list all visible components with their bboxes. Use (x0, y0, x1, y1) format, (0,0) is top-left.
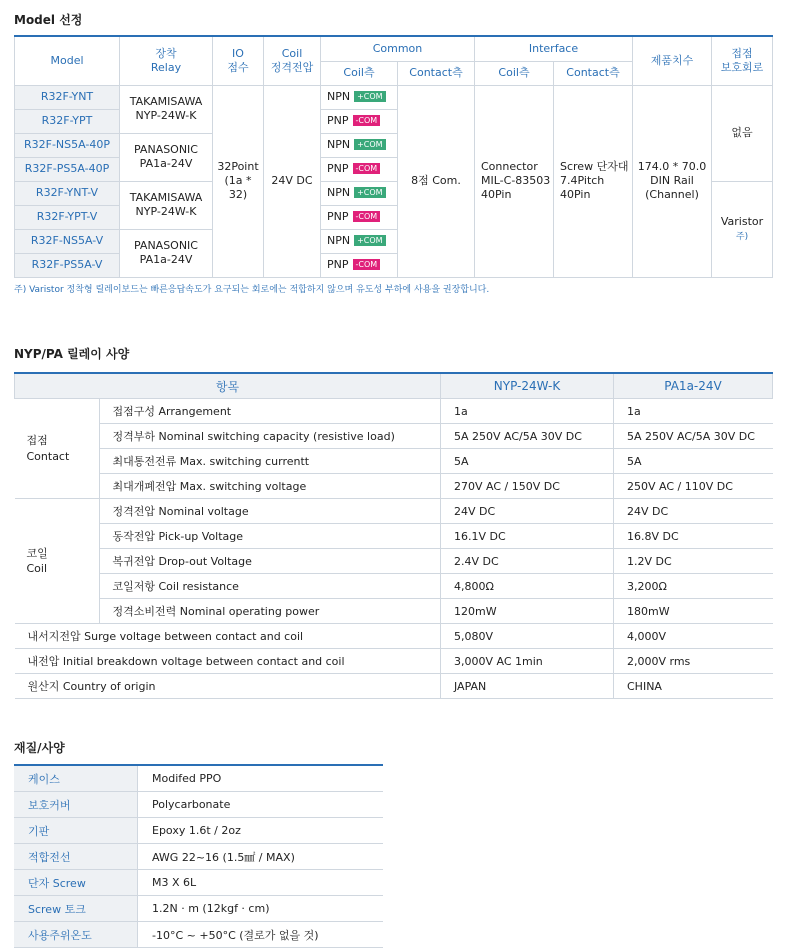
material-row (14, 765, 383, 792)
spec-label: 접점구성 Arrangement (99, 399, 441, 424)
common-coil-cell: PNP -COM (321, 205, 398, 229)
header-common-coil: Coil측 (321, 61, 398, 85)
common-coil-cell: PNP -COM (321, 253, 398, 277)
com-badge: +COM (354, 187, 386, 198)
spec-value-nyp: 4,800Ω (441, 574, 614, 599)
material-value: Modifed PPO (138, 765, 384, 792)
material-section-title: 재질/사양 (14, 741, 65, 755)
material-key: 사용주위온도 (14, 922, 138, 948)
spec-value-nyp: 3,000V AC 1min (441, 649, 614, 674)
protect-varistor-cell: Varistor 주) (712, 181, 773, 277)
material-key: 기판 (14, 818, 138, 844)
spec-label: 복귀전압 Drop-out Voltage (99, 549, 441, 574)
spec-value-pa: 3,200Ω (614, 574, 773, 599)
size-cell: 174.0 * 70.0 DIN Rail (Channel) (633, 85, 712, 277)
spec-value-pa: 1a (614, 399, 773, 424)
varistor-note: 주) (735, 231, 749, 242)
spec-table (14, 372, 773, 699)
spec-value-pa: 250V AC / 110V DC (614, 474, 773, 499)
spec-label: 동작전압 Pick-up Voltage (99, 524, 441, 549)
header-interface-coil: Coil측 (475, 61, 554, 85)
spec-value-nyp: 5A (441, 449, 614, 474)
contact-group-label: 접점 Contact (15, 399, 100, 499)
model-section-title: Model 선정 (14, 13, 83, 27)
spec-value-pa: 5A (614, 449, 773, 474)
com-badge: +COM (354, 139, 386, 150)
material-table (14, 764, 383, 948)
spec-value-nyp: 120mW (441, 599, 614, 624)
spec-value-nyp: 1a (441, 399, 614, 424)
contact-common-cell: 8점 Com. (398, 85, 475, 277)
spec-label: 내전압 Initial breakdown voltage between contact and coil (15, 649, 441, 674)
header-item: 항목 (15, 373, 441, 399)
relay-cell: TAKAMISAWA NYP-24W-K (120, 85, 213, 133)
common-coil-cell: NPN +COM (321, 181, 398, 205)
common-coil-cell: NPN +COM (321, 229, 398, 253)
header-io: IO 점수 (213, 36, 264, 85)
header-size: 제품치수 (633, 36, 712, 85)
model-cell: R32F-NS5A-V (15, 229, 120, 253)
spec-value-pa: 1.2V DC (614, 549, 773, 574)
spec-label: 최대통전전류 Max. switching currentt (99, 449, 441, 474)
spec-value-pa: 24V DC (614, 499, 773, 524)
interface-coil-cell: Connector MIL-C-83503 40Pin (475, 85, 554, 277)
header-relay: 장착 Relay (120, 36, 213, 85)
relay-cell: TAKAMISAWA NYP-24W-K (120, 181, 213, 229)
com-badge: -COM (353, 211, 381, 222)
spec-value-nyp: 270V AC / 150V DC (441, 474, 614, 499)
material-row (14, 792, 383, 818)
common-coil-cell: NPN +COM (321, 85, 398, 109)
model-cell: R32F-PS5A-40P (15, 157, 120, 181)
com-badge: -COM (353, 163, 381, 174)
com-badge: +COM (354, 235, 386, 246)
spec-value-nyp: 16.1V DC (441, 524, 614, 549)
spec-section-title: NYP/PA 릴레이 사양 (14, 347, 130, 361)
material-row (14, 818, 383, 844)
spec-label: 정격부하 Nominal switching capacity (resistive load) (99, 424, 441, 449)
material-key: 케이스 (14, 765, 138, 792)
material-key: 적합전선 (14, 844, 138, 870)
material-key: Screw 토크 (14, 896, 138, 922)
spec-value-nyp: 5,080V (441, 624, 614, 649)
material-value: AWG 22~16 (1.5㎟ / MAX) (138, 844, 384, 870)
io-cell: 32Point (1a * 32) (213, 85, 264, 277)
spec-label: 원산지 Country of origin (15, 674, 441, 699)
spec-label: 내서지전압 Surge voltage between contact and coil (15, 624, 441, 649)
spec-label: 정격전압 Nominal voltage (99, 499, 441, 524)
material-value: Polycarbonate (138, 792, 384, 818)
com-badge: -COM (353, 115, 381, 126)
material-value: 1.2N · m (12kgf · cm) (138, 896, 384, 922)
common-coil-cell: NPN +COM (321, 133, 398, 157)
coil-voltage-cell: 24V DC (264, 85, 321, 277)
material-key: 단자 Screw (14, 870, 138, 896)
coil-group-label: 코일 Coil (15, 499, 100, 624)
material-value: M3 X 6L (138, 870, 384, 896)
header-common: Common (321, 36, 475, 61)
material-value: -10°C ~ +50°C (결로가 없을 것) (138, 922, 384, 948)
header-coil: Coil 정격전압 (264, 36, 321, 85)
spec-value-nyp: 24V DC (441, 499, 614, 524)
spec-value-pa: 2,000V rms (614, 649, 773, 674)
common-coil-cell: PNP -COM (321, 109, 398, 133)
header-interface-contact: Contact측 (554, 61, 633, 85)
header-pa: PA1a-24V (614, 373, 773, 399)
spec-value-pa: 4,000V (614, 624, 773, 649)
model-cell: R32F-YPT-V (15, 205, 120, 229)
spec-value-nyp: 2.4V DC (441, 549, 614, 574)
material-row (14, 844, 383, 870)
relay-cell: PANASONIC PA1a-24V (120, 229, 213, 277)
protect-none-cell: 없음 (712, 85, 773, 181)
com-badge: +COM (354, 91, 386, 102)
spec-label: 최대개폐전압 Max. switching voltage (99, 474, 441, 499)
model-cell: R32F-YNT-V (15, 181, 120, 205)
common-coil-cell: PNP -COM (321, 157, 398, 181)
header-protect: 접점 보호회로 (712, 36, 773, 85)
model-cell: R32F-PS5A-V (15, 253, 120, 277)
header-model: Model (15, 36, 120, 85)
model-table (14, 35, 773, 278)
spec-value-pa: 180mW (614, 599, 773, 624)
spec-value-pa: CHINA (614, 674, 773, 699)
varistor-footnote: 주) Varistor 정착형 릴레이보드는 빠른응답속도가 요구되는 회로에는 적합하지 않으며 유도성 부하에 사용을 권장합니다. (14, 285, 490, 295)
header-interface: Interface (475, 36, 633, 61)
model-cell: R32F-YNT (15, 85, 120, 109)
material-row (14, 896, 383, 922)
spec-value-pa: 5A 250V AC/5A 30V DC (614, 424, 773, 449)
spec-label: 정격소비전력 Nominal operating power (99, 599, 441, 624)
model-cell: R32F-NS5A-40P (15, 133, 120, 157)
material-key: 보호커버 (14, 792, 138, 818)
spec-value-pa: 16.8V DC (614, 524, 773, 549)
spec-value-nyp: 5A 250V AC/5A 30V DC (441, 424, 614, 449)
model-cell: R32F-YPT (15, 109, 120, 133)
header-common-contact: Contact측 (398, 61, 475, 85)
spec-label: 코일저항 Coil resistance (99, 574, 441, 599)
header-nyp: NYP-24W-K (441, 373, 614, 399)
com-badge: -COM (353, 259, 381, 270)
spec-value-nyp: JAPAN (441, 674, 614, 699)
material-row (14, 870, 383, 896)
material-value: Epoxy 1.6t / 2oz (138, 818, 384, 844)
relay-cell: PANASONIC PA1a-24V (120, 133, 213, 181)
interface-contact-cell: Screw 단자대 7.4Pitch 40Pin (554, 85, 633, 277)
